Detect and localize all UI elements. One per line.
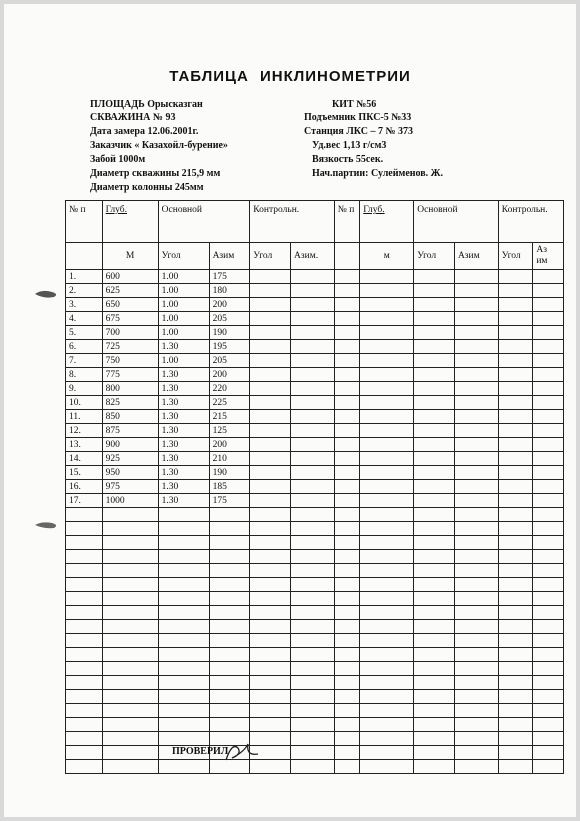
- row-azimuth: 205: [209, 354, 250, 368]
- row-depth: 600: [102, 270, 158, 284]
- row-azimuth: 195: [209, 340, 250, 354]
- subheader-control-angle-2: Угол: [498, 243, 533, 270]
- col-header-num-2: № п: [334, 201, 359, 243]
- punch-hole-bottom: [34, 517, 60, 535]
- table-row: [66, 452, 564, 466]
- table-row: [66, 354, 564, 368]
- area-field: ПЛОЩАДЬ Орысказган: [90, 99, 203, 110]
- row-angle: 1.30: [158, 410, 209, 424]
- row-azimuth: 220: [209, 382, 250, 396]
- row-azimuth: 200: [209, 438, 250, 452]
- row-depth: 975: [102, 480, 158, 494]
- table-row: [66, 270, 564, 284]
- subheader-control-azimuth-2: Аз им: [533, 243, 564, 270]
- row-depth: 750: [102, 354, 158, 368]
- row-depth: 1000: [102, 494, 158, 508]
- table-row: [66, 508, 564, 522]
- col-header-control: Контрольн.: [250, 201, 335, 243]
- table-row: [66, 298, 564, 312]
- table-row: [66, 340, 564, 354]
- subheader-control-angle: Угол: [250, 243, 291, 270]
- row-azimuth: 205: [209, 312, 250, 326]
- row-number: 5.: [66, 326, 103, 340]
- bottom-field: Забой 1000м: [90, 154, 146, 165]
- well-field: СКВАЖИНА № 93: [90, 112, 176, 123]
- row-depth: 700: [102, 326, 158, 340]
- table-row: [66, 536, 564, 550]
- table-row: [66, 494, 564, 508]
- table-row: [66, 578, 564, 592]
- row-number: 11.: [66, 410, 103, 424]
- col-header-num: № п: [66, 201, 103, 243]
- subheader-main-angle: Угол: [158, 243, 209, 270]
- row-angle: 1.30: [158, 466, 209, 480]
- col-header-depth: Глуб.: [102, 201, 158, 243]
- col-header-depth-2: Глуб.: [360, 201, 414, 243]
- well-diameter-field: Диаметр скважины 215,9 мм: [90, 168, 221, 179]
- col-header-control-2: Контрольн.: [498, 201, 563, 243]
- table-row: [66, 396, 564, 410]
- table-row: [66, 606, 564, 620]
- party-chief-field: Нач.партии: Сулейменов. Ж.: [312, 168, 444, 179]
- row-angle: 1.30: [158, 382, 209, 396]
- table-row: [66, 368, 564, 382]
- row-angle: 1.00: [158, 312, 209, 326]
- subheader-main-azimuth: Азим: [209, 243, 250, 270]
- row-angle: 1.30: [158, 438, 209, 452]
- row-angle: 1.00: [158, 354, 209, 368]
- table-row: [66, 522, 564, 536]
- lift-field: Подъемник ПКС-5 №33: [304, 112, 412, 123]
- table-row: [66, 382, 564, 396]
- row-azimuth: 210: [209, 452, 250, 466]
- row-depth: 800: [102, 382, 158, 396]
- row-number: 8.: [66, 368, 103, 382]
- row-depth: 950: [102, 466, 158, 480]
- page-title: ТАБЛИЦА ИНКЛИНОМЕТРИИ: [169, 68, 411, 85]
- table-row: [66, 662, 564, 676]
- row-depth: 900: [102, 438, 158, 452]
- table-row: [66, 690, 564, 704]
- row-azimuth: 175: [209, 270, 250, 284]
- row-number: 10.: [66, 396, 103, 410]
- table-row: [66, 634, 564, 648]
- col-header-main-2: Основной: [414, 201, 499, 243]
- row-angle: 1.30: [158, 396, 209, 410]
- row-depth: 850: [102, 410, 158, 424]
- table-row: [66, 480, 564, 494]
- table-row: [66, 410, 564, 424]
- row-depth: 925: [102, 452, 158, 466]
- row-depth: 775: [102, 368, 158, 382]
- row-number: 13.: [66, 438, 103, 452]
- table-row: [66, 648, 564, 662]
- column-diameter-field: Диаметр колонны 245мм: [90, 182, 204, 193]
- row-azimuth: 190: [209, 326, 250, 340]
- table-row: [66, 312, 564, 326]
- row-angle: 1.00: [158, 326, 209, 340]
- subheader-main-azimuth-2: Азим: [454, 243, 498, 270]
- row-number: 4.: [66, 312, 103, 326]
- table-row: [66, 676, 564, 690]
- table-row: [66, 326, 564, 340]
- row-angle: 1.00: [158, 270, 209, 284]
- kit-field: КИТ №56: [332, 99, 377, 110]
- subheader-control-azimuth: Азим.: [291, 243, 335, 270]
- checked-by-label: ПРОВЕРИЛ: [172, 746, 229, 757]
- row-angle: 1.30: [158, 452, 209, 466]
- row-angle: 1.30: [158, 424, 209, 438]
- row-number: 15.: [66, 466, 103, 480]
- table-row: [66, 284, 564, 298]
- table-row: [66, 704, 564, 718]
- signature-mark: [222, 740, 262, 769]
- date-field: Дата замера 12.06.2001г.: [90, 126, 199, 137]
- row-azimuth: 125: [209, 424, 250, 438]
- row-azimuth: 200: [209, 368, 250, 382]
- row-number: 12.: [66, 424, 103, 438]
- station-field: Станция ЛКС – 7 № 373: [304, 126, 414, 137]
- table-row: [66, 732, 564, 746]
- row-angle: 1.30: [158, 340, 209, 354]
- table-row: [66, 620, 564, 634]
- customer-field: Заказчик « Казахойл-бурение»: [90, 140, 228, 151]
- row-number: 14.: [66, 452, 103, 466]
- row-number: 3.: [66, 298, 103, 312]
- table-row: [66, 760, 564, 774]
- row-depth: 825: [102, 396, 158, 410]
- table-row: [66, 564, 564, 578]
- subheader-main-angle-2: Угол: [414, 243, 455, 270]
- table-row: [66, 438, 564, 452]
- row-azimuth: 180: [209, 284, 250, 298]
- row-azimuth: 215: [209, 410, 250, 424]
- col-header-main: Основной: [158, 201, 250, 243]
- row-angle: 1.00: [158, 298, 209, 312]
- row-azimuth: 190: [209, 466, 250, 480]
- row-angle: 1.30: [158, 494, 209, 508]
- row-number: 6.: [66, 340, 103, 354]
- row-depth: 625: [102, 284, 158, 298]
- inclinometry-table: [65, 200, 564, 774]
- row-number: 1.: [66, 270, 103, 284]
- row-angle: 1.30: [158, 368, 209, 382]
- table-row: [66, 466, 564, 480]
- row-depth: 875: [102, 424, 158, 438]
- row-azimuth: 225: [209, 396, 250, 410]
- table-row: [66, 550, 564, 564]
- viscosity-field: Вязкость 55сек.: [312, 154, 384, 165]
- density-field: Уд.вес 1,13 г/см3: [312, 140, 387, 151]
- table-row: [66, 746, 564, 760]
- row-azimuth: 200: [209, 298, 250, 312]
- table-header-row-2: [66, 243, 564, 270]
- row-depth: 675: [102, 312, 158, 326]
- row-number: 17.: [66, 494, 103, 508]
- punch-hole-top: [34, 286, 60, 304]
- row-number: 7.: [66, 354, 103, 368]
- row-depth: 650: [102, 298, 158, 312]
- row-depth: 725: [102, 340, 158, 354]
- subheader-depth-unit: М: [102, 243, 158, 270]
- row-angle: 1.00: [158, 284, 209, 298]
- table-row: [66, 424, 564, 438]
- table-row: [66, 592, 564, 606]
- row-number: 16.: [66, 480, 103, 494]
- subheader-depth-unit-2: м: [360, 243, 414, 270]
- table-row: [66, 718, 564, 732]
- row-azimuth: 175: [209, 494, 250, 508]
- document-page: [4, 4, 576, 817]
- row-number: 9.: [66, 382, 103, 396]
- table-header-row-1: [66, 201, 564, 243]
- row-number: 2.: [66, 284, 103, 298]
- row-azimuth: 185: [209, 480, 250, 494]
- row-angle: 1.30: [158, 480, 209, 494]
